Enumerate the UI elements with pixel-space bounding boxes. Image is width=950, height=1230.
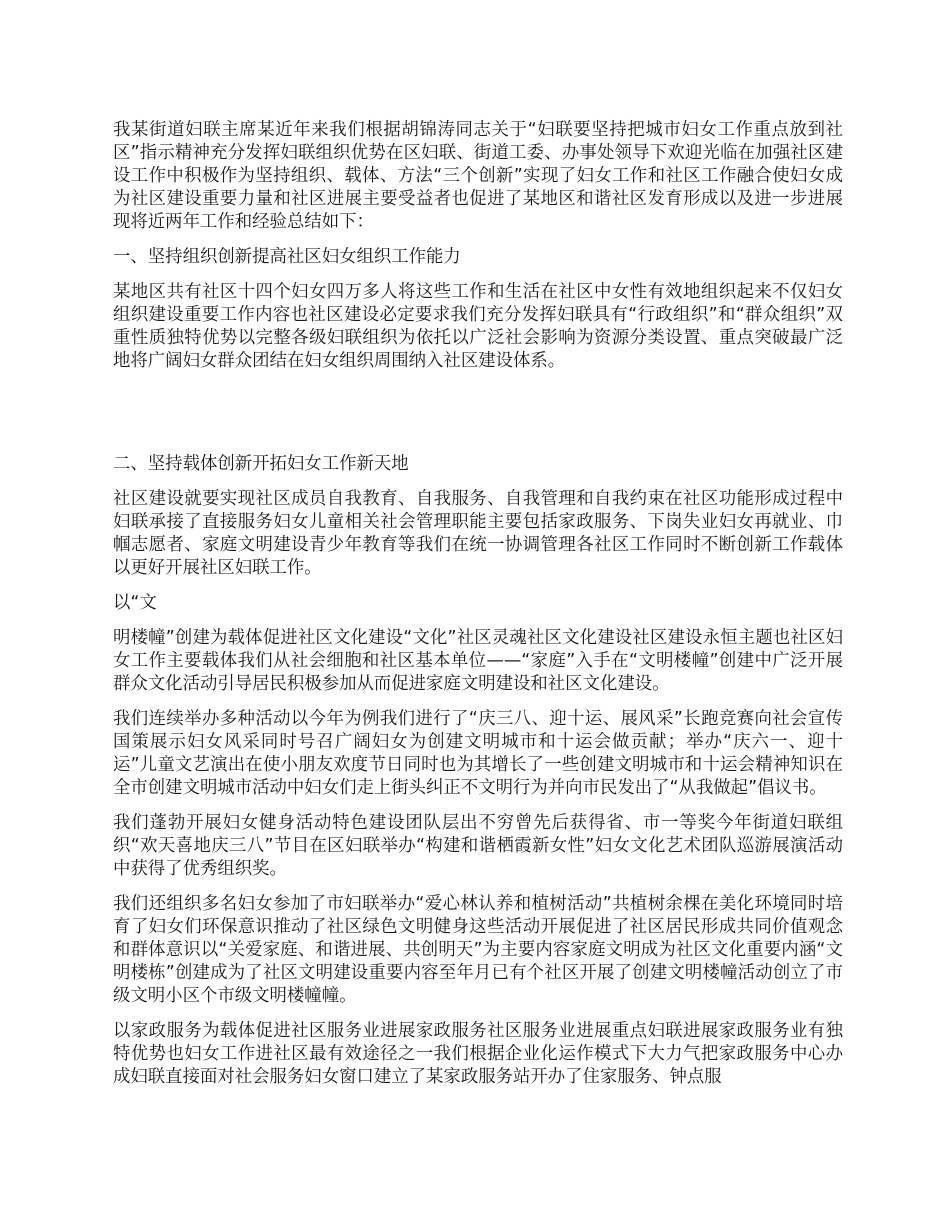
organization-paragraph: 某地区共有社区十四个妇女四万多人将这些工作和生活在社区中女性有效地组织起来不仅妇女组织建设重要工作内容也社区建设必定要求我们充分发挥妇联具有“行政组织”和“群众组织”双重性质独特优势以完整各级妇联组织为依托以广泛社会影响为资源分类设置、重点突破最广泛地将广阔妇女群众团结在妇女组织周围纳入社区建设体系。 bbox=[113, 282, 843, 371]
housekeeping-paragraph: 以家政服务为载体促进社区服务业进展家政服务社区服务业进展重点妇联进展家政服务业有独特优势也妇女工作进社区最有效途径之一我们根据企业化运作模式下大力气把家政服务中心办成妇联直接面对社会服务妇女窗口建立了某家政服务站开办了住家服务、钟点服 bbox=[113, 1021, 843, 1087]
blank-space bbox=[113, 385, 843, 453]
fragment-paragraph: 以“文 bbox=[113, 593, 157, 613]
intro-paragraph: 我某街道妇联主席某近年来我们根据胡锦涛同志关于“妇联要坚持把城市妇女工作重点放到社区”指示精神充分发挥妇联组织优势在区妇联、街道工委、办事处领导下欢迎光临在加强社区建设工作中积极作为坚持组织、载体、方法“三个创新”实现了妇女工作和社区工作融合使妇女成为社区建设重要力量和社区进展主要受益者也促进了某地区和谐社区发育形成以及进一步进展现将近两年工作和经验总结如下： bbox=[113, 120, 843, 232]
document-body bbox=[113, 119, 843, 1101]
activities-paragraph: 我们连续举办多种活动以今年为例我们进行了“庆三八、迎十运、展风采”长跑竞赛向社会宣传国策展示妇女风采同时号召广阔妇女为创建文明城市和十运会做贡献；举办“庆六一、迎十运”儿童文艺演出在使小朋友欢度节日同时也为其增长了一些创建文明城市和十运会精神知识在全市创建文明城市活动中妇女们走上街头纠正不文明行为并向市民发出了“从我做起”倡议书。 bbox=[113, 709, 843, 798]
section-heading-carrier: 二、坚持载体创新开拓妇女工作新天地 bbox=[113, 454, 409, 474]
environment-paragraph: 我们还组织多名妇女参加了市妇联举办“爱心林认养和植树活动”共植树余棵在美化环境同时培育了妇女们环保意识推动了社区绿色文明健身这些活动开展促进了社区居民形成共同价值观念和群体意识以“关爱家庭、和谐进展、共创明天”为主要内容家庭文明成为社区文化重要内涵“文明楼栋”创建成为了社区文明建设重要内容至年月已有个社区开展了创建文明楼幢活动创立了市级文明小区个市级文明楼幢幢。 bbox=[113, 894, 843, 1006]
culture-paragraph: 明楼幢”创建为载体促进社区文化建设“文化”社区灵魂社区文化建设社区建设永恒主题也社区妇女工作主要载体我们从社会细胞和社区基本单位——“家庭”入手在“文明楼幢”创建中广泛开展群众文化活动引导居民积极参加从而促进家庭文明建设和社区文化建设。 bbox=[113, 628, 843, 694]
section-heading-organization: 一、坚持组织创新提高社区妇女组织工作能力 bbox=[113, 247, 461, 267]
fitness-paragraph: 我们蓬勃开展妇女健身活动特色建设团队层出不穷曾先后获得省、市一等奖今年街道妇联组织“欢天喜地庆三八”节目在区妇联举办“构建和谐栖霞新女性”妇女文化艺术团队巡游展演活动中获得了优秀组织奖。 bbox=[113, 813, 843, 879]
carrier-paragraph: 社区建设就要实现社区成员自我教育、自我服务、自我管理和自我约束在社区功能形成过程中妇联承接了直接服务妇女儿童相关社会管理职能主要包括家政服务、下岗失业妇女再就业、巾帼志愿者、家庭文明建设青少年教育等我们在统一协调管理各社区工作同时不断创新工作载体以更好开展社区妇联工作。 bbox=[113, 489, 843, 578]
